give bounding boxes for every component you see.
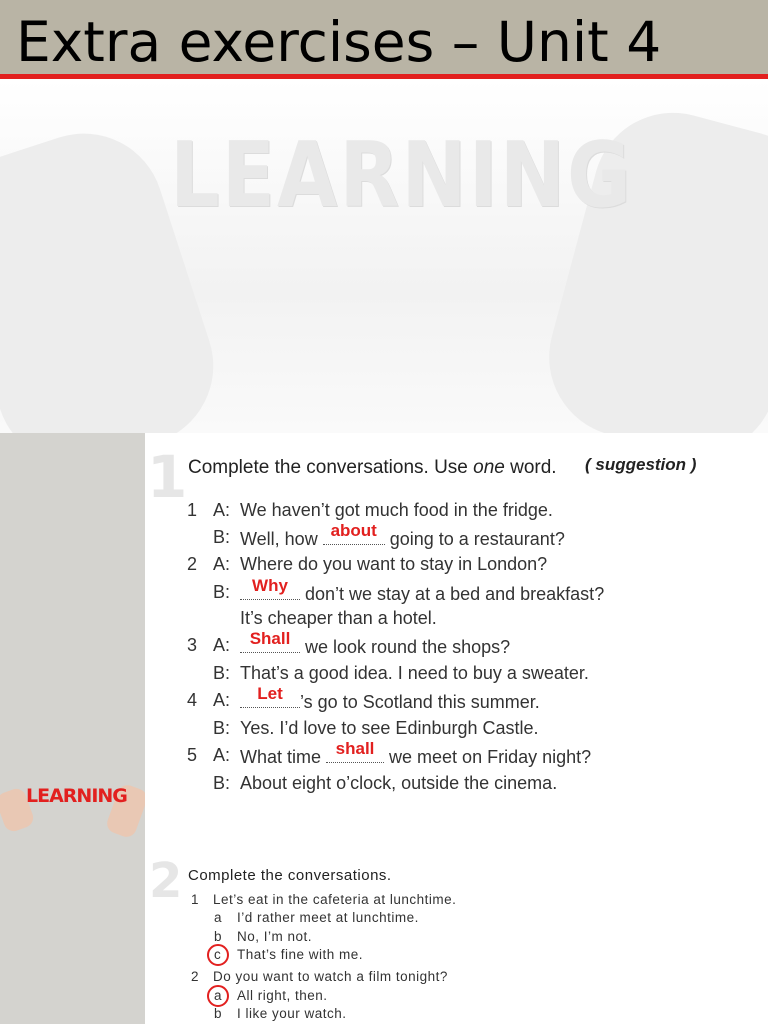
exercise2-number: 2	[149, 853, 183, 909]
answer-circle-c	[207, 944, 229, 966]
exercise-page: 1 Complete the conversations. Use one word. ( suggestion ) 1 A: We haven’t got much food in the fridge. B: Well, how about going to a restaurant? 2 A: Where do you want to stay in London? B: Why don’t we stay at a bed and breakfast? It’s cheaper than a hotel. 3 A: Shall we look round the shops? B: That’s a good idea. I need to buy a sweater. 4 A: Let ’s go to Scotland this summer. B: Yes. I’d love to see Edinburgh Castle. 5 A: What time shall we meet on Friday night? B: About eight o’clock, outside the cinema. 2 Complete the conversations. 1 Let’s eat in the cafeteria at lunchtime. a I’d rather meet at lunchtime. b No, I’m not. c That’s fine with me. 2 Do you want to watch a film tonight? a All right, then. b I like your watch.	[145, 433, 768, 1024]
hero-image	[0, 79, 768, 433]
answer-about: about	[330, 521, 377, 540]
suggestion-note: ( suggestion )	[585, 455, 697, 474]
slide-title: Extra exercises – Unit 4	[16, 10, 662, 74]
exercise2-heading: Complete the conversations.	[188, 867, 392, 884]
exercise1-heading: Complete the conversations. Use one word.	[188, 457, 557, 478]
answer-let: Let	[257, 684, 283, 703]
answer-why: Why	[252, 576, 288, 595]
exercise1-number: 1	[147, 443, 188, 511]
answer-shall-2: shall	[335, 739, 375, 758]
answer-circle-a	[207, 985, 229, 1007]
banner-word: LEARNING	[26, 785, 127, 807]
learning-banner-image	[0, 780, 145, 850]
answer-shall-1: Shall	[249, 629, 291, 648]
sidebar-panel	[0, 433, 145, 1024]
hero-word: LEARNING	[170, 124, 634, 228]
title-bar	[0, 0, 768, 76]
